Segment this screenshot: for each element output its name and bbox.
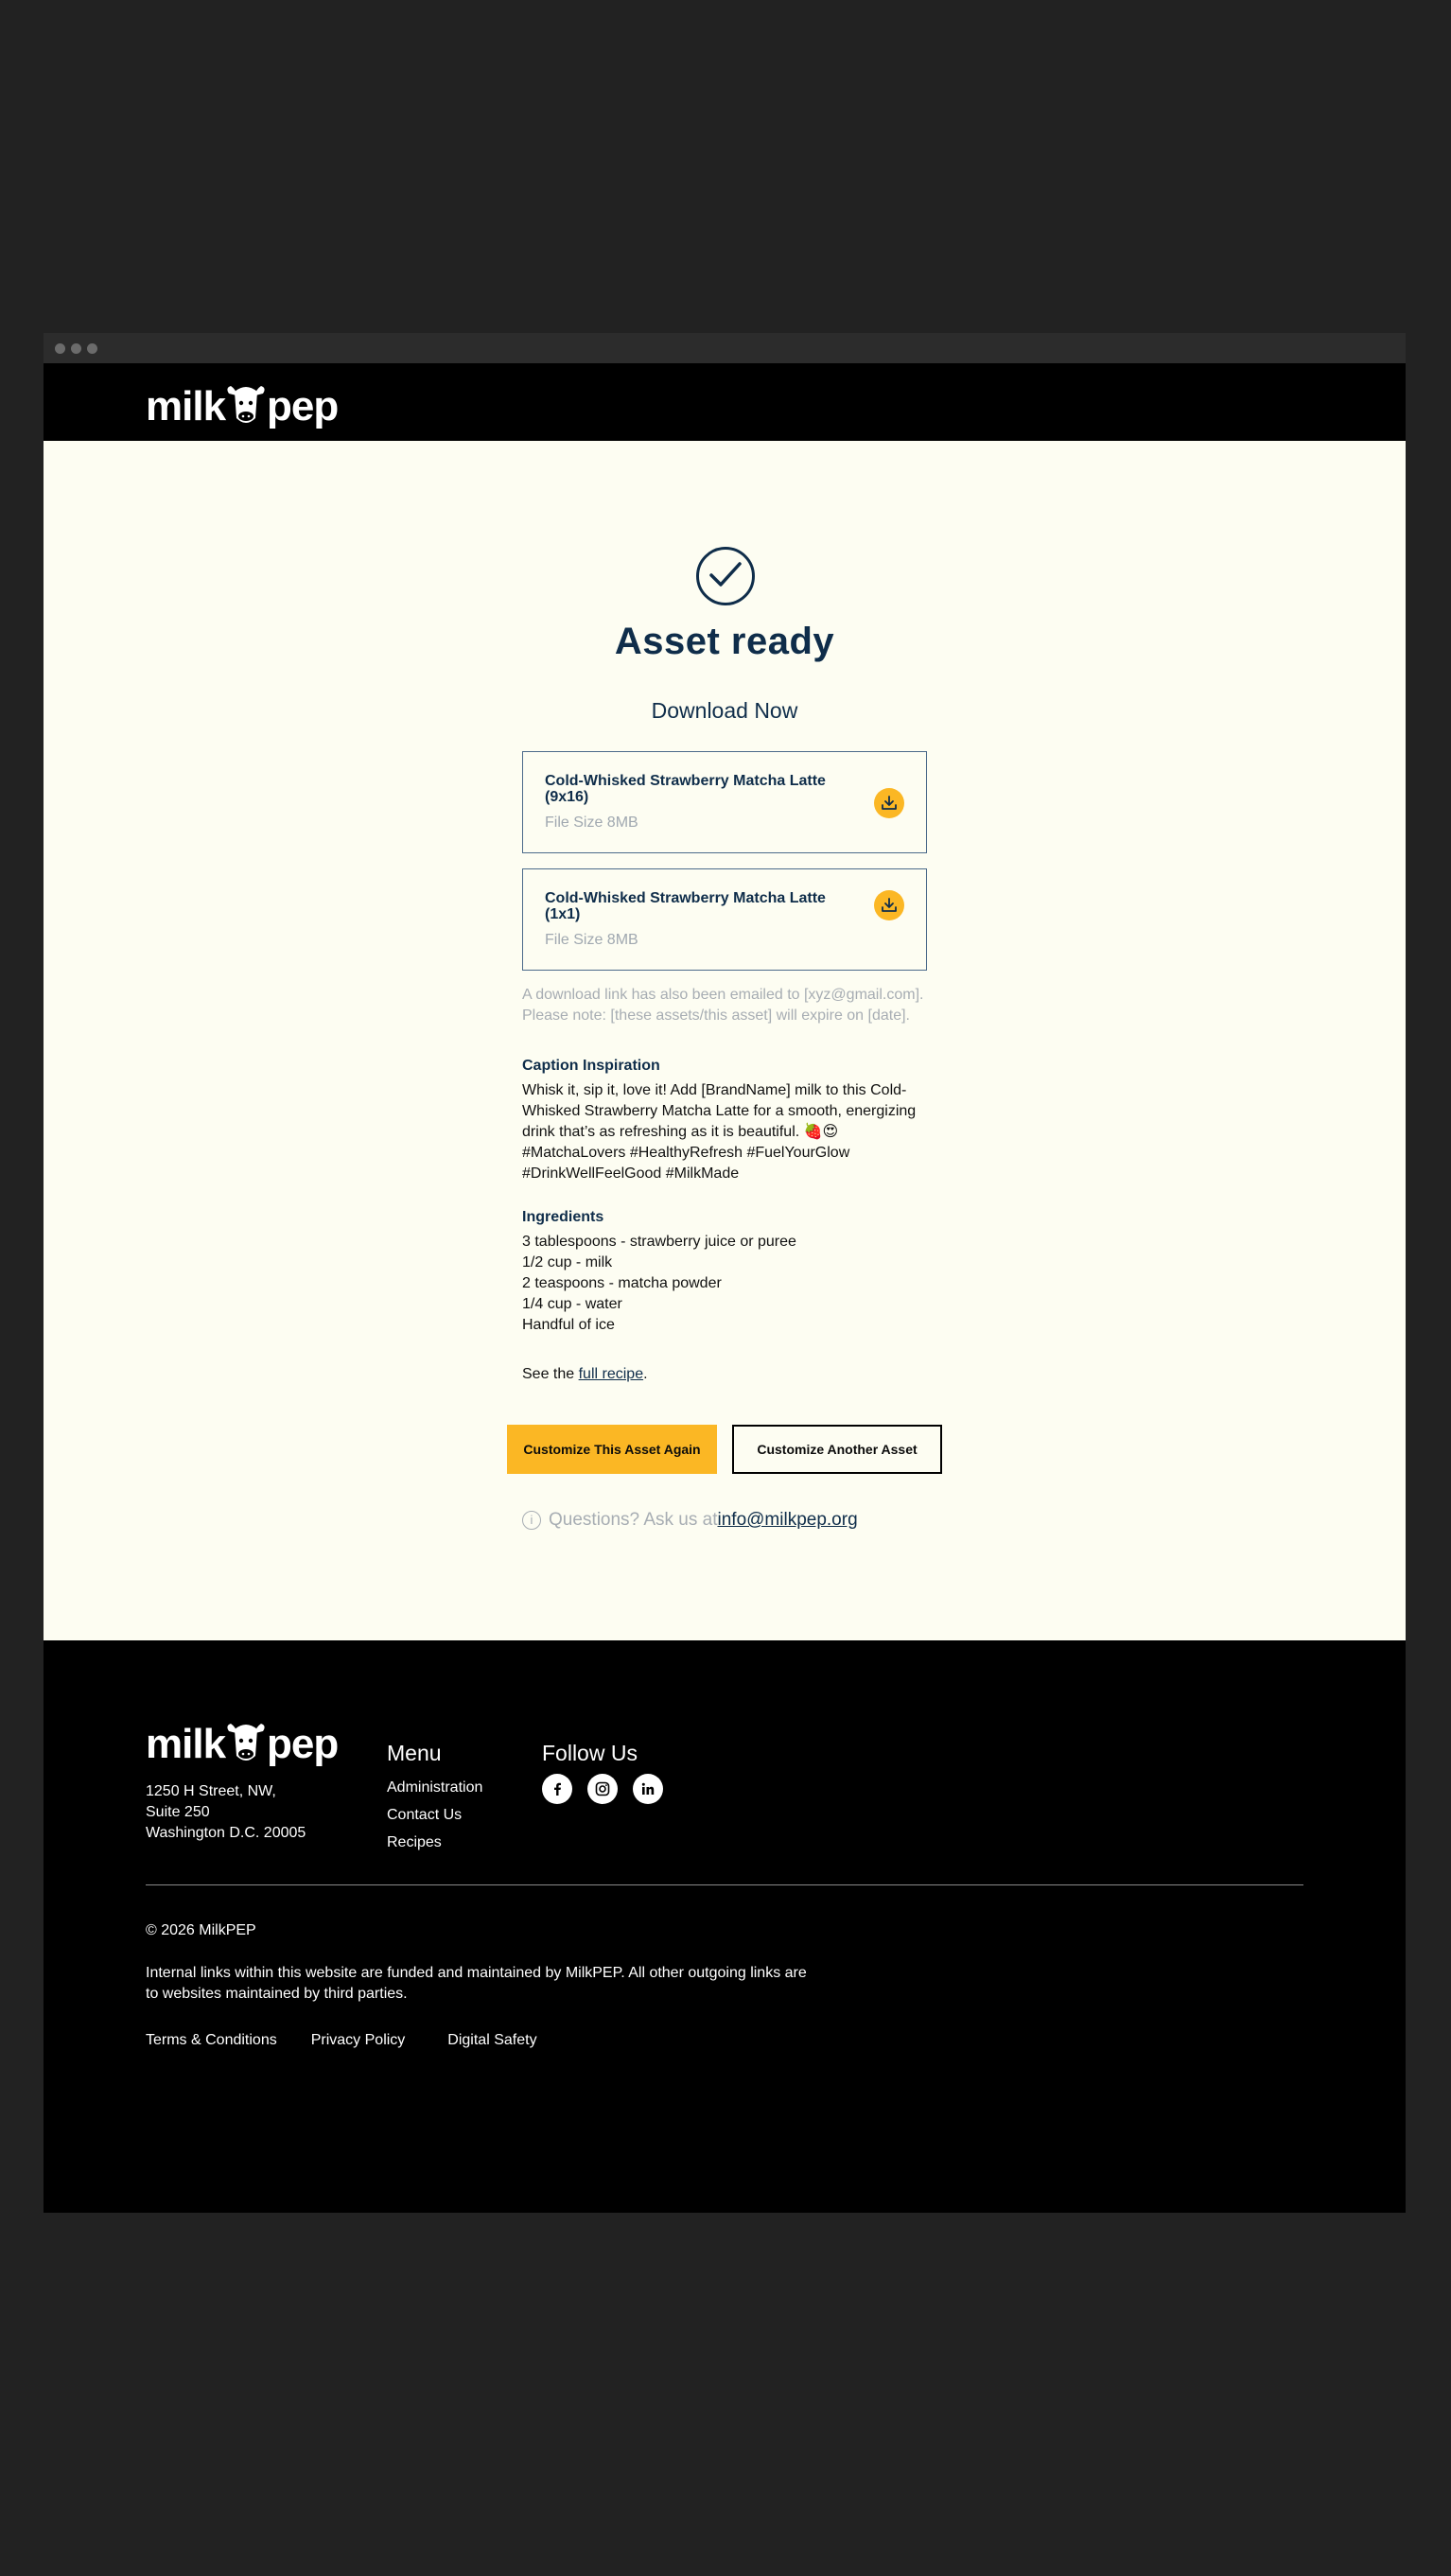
privacy-policy-link[interactable]: Privacy Policy <box>310 2032 406 2048</box>
social-links <box>542 1774 663 1804</box>
caption-text: Whisk it, sip it, love it! Add [BrandName] milk to this Cold-Whisked Strawberry Matcha Latte for a smooth, energizing drink that’s as refreshing as it is beautiful. 🍓😍#MatchaLovers #HealthyRefresh #FuelYourGlow #DrinkWellFeelGood #MilkMade <box>522 1082 917 1182</box>
window-dot <box>87 343 97 354</box>
caption-heading: Caption Inspiration <box>522 1058 660 1074</box>
linkedin-icon[interactable] <box>633 1774 663 1804</box>
cow-icon <box>223 380 269 431</box>
facebook-icon[interactable] <box>542 1774 572 1804</box>
footer-milkpep-logo[interactable] <box>146 1714 338 1765</box>
full-recipe-line <box>522 1366 648 1383</box>
asset-file-size: File Size 8MB <box>545 932 638 948</box>
recipe-suffix: . <box>643 1366 648 1382</box>
email-note-line: A download link has also been emailed to [xyz@gmail.com]. <box>522 987 924 1003</box>
asset-name: Cold-Whisked Strawberry Matcha Latte (1x1) <box>545 890 826 922</box>
footer-address <box>146 1781 306 1844</box>
ingredient-item: 1/4 cup - water <box>522 1296 622 1312</box>
logo-text-pep: pep <box>267 1721 339 1767</box>
footer-menu <box>387 1741 482 1856</box>
copyright: © 2026 MilkPEP <box>146 1922 256 1938</box>
download-button[interactable] <box>874 788 904 818</box>
ingredients-heading: Ingredients <box>522 1209 604 1225</box>
address-line: 1250 H Street, NW, <box>146 1783 276 1799</box>
footer-disclaimer: Internal links within this website are funded and maintained by MilkPEP. All other outgoing links are to websites maintained by third parties. <box>146 1965 807 2002</box>
window-dot <box>55 343 65 354</box>
milkpep-logo[interactable] <box>146 377 338 428</box>
address-line: Washington D.C. 20005 <box>146 1825 306 1841</box>
instagram-icon[interactable] <box>587 1774 618 1804</box>
asset-name: Cold-Whisked Strawberry Matcha Latte (9x16) <box>545 773 826 805</box>
legal-links <box>146 2032 537 2049</box>
download-icon <box>881 795 898 812</box>
digital-safety-link[interactable]: Digital Safety <box>447 2032 537 2048</box>
full-recipe-link[interactable]: full recipe <box>578 1366 644 1382</box>
questions-text: Questions? Ask us at <box>549 1510 718 1530</box>
download-now-heading: Download Now <box>651 698 798 723</box>
info-icon <box>522 1511 541 1530</box>
recipe-prefix: See the <box>522 1366 579 1382</box>
asset-card <box>522 751 927 853</box>
address-line: Suite 250 <box>146 1804 210 1820</box>
footer-divider <box>146 1884 1303 1885</box>
window-chrome <box>44 333 1406 363</box>
expiry-note-line: Please note: [these assets/this asset] will expire on [date]. <box>522 1008 910 1024</box>
logo-text-pep: pep <box>267 383 339 429</box>
logo-text-milk: milk <box>146 383 226 429</box>
email-note <box>522 985 957 1026</box>
cow-icon <box>223 1718 269 1769</box>
customize-asset-again-button[interactable]: Customize This Asset Again <box>507 1425 717 1474</box>
asset-card <box>522 868 927 971</box>
footer-link-recipes[interactable]: Recipes <box>387 1834 442 1850</box>
logo-text-milk: milk <box>146 1721 226 1767</box>
site-footer <box>44 1640 1406 2213</box>
ingredient-item: Handful of ice <box>522 1317 615 1333</box>
footer-link-administration[interactable]: Administration <box>387 1779 483 1796</box>
follow-us-heading: Follow Us <box>542 1741 638 1765</box>
footer-menu-heading: Menu <box>387 1741 442 1765</box>
page-title: Asset ready <box>614 621 835 662</box>
download-button[interactable] <box>874 890 904 920</box>
questions-line <box>522 1510 858 1531</box>
main-content <box>44 441 1406 1640</box>
asset-file-size: File Size 8MB <box>545 815 638 831</box>
site-header <box>44 363 1406 441</box>
ingredient-item: 1/2 cup - milk <box>522 1254 613 1270</box>
footer-link-contact-us[interactable]: Contact Us <box>387 1807 463 1823</box>
browser-window <box>44 333 1406 2213</box>
ingredients-list <box>522 1232 938 1336</box>
checkmark-circle-icon <box>696 547 755 605</box>
ingredient-item: 3 tablespoons - strawberry juice or puree <box>522 1234 796 1250</box>
terms-link[interactable]: Terms & Conditions <box>146 2032 277 2048</box>
contact-email-link[interactable]: info@milkpep.org <box>717 1510 858 1530</box>
ingredient-item: 2 teaspoons - matcha powder <box>522 1275 722 1291</box>
customize-another-asset-button[interactable]: Customize Another Asset <box>732 1425 942 1474</box>
download-icon <box>881 897 898 914</box>
window-dot <box>71 343 81 354</box>
footer-follow <box>542 1741 663 1804</box>
